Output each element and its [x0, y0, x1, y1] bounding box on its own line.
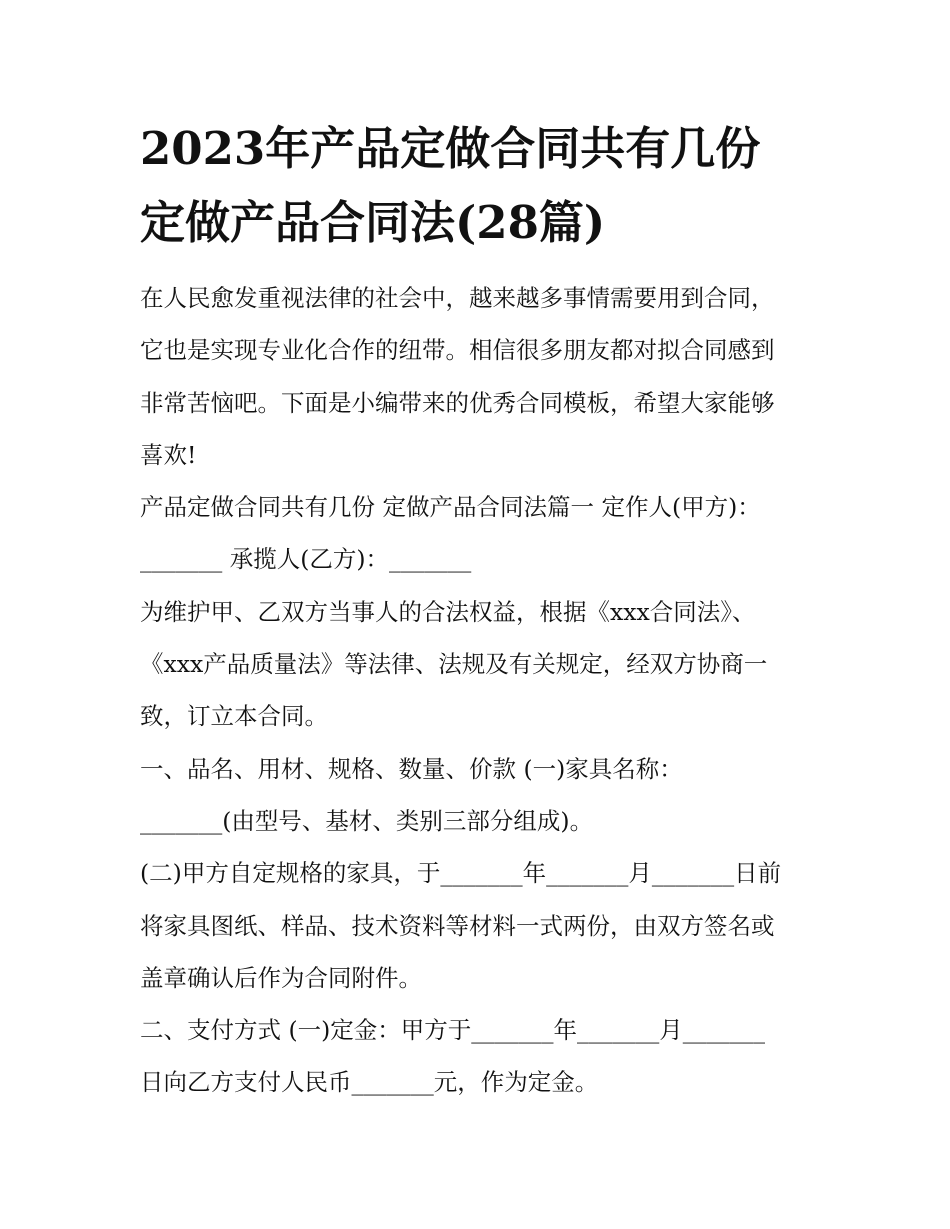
title-line-2: 定做产品合同法(28篇) [140, 196, 606, 249]
paragraph-line: 致，订立本合同。 [140, 702, 328, 731]
paragraph-line: 二、支付方式 (一)定金：甲方于_______年_______月_______ [140, 1016, 766, 1045]
paragraph-line: 喜欢! [140, 440, 197, 469]
paragraph-line: 一、品名、用材、规格、数量、价款 (一)家具名称： [140, 754, 683, 783]
document-title [140, 112, 820, 260]
paragraph-line: 盖章确认后作为合同附件。 [140, 963, 422, 992]
paragraph-line: 《xxx产品质量法》等法律、法规及有关规定，经双方协商一 [140, 650, 768, 679]
paragraph-line: 产品定做合同共有几份 定做产品合同法篇一 定作人(甲方)： [140, 493, 761, 522]
document-body [140, 272, 820, 1109]
paragraph-line: (二)甲方自定规格的家具，于_______年_______月_______日前 [140, 859, 782, 888]
paragraph-line: 将家具图纸、样品、技术资料等材料一式两份，由双方签名或 [140, 911, 775, 940]
paragraph-line: 在人民愈发重视法律的社会中，越来越多事情需要用到合同， [140, 284, 775, 312]
paragraph-line: _______(由型号、基材、类别三部分组成)。 [140, 806, 594, 835]
paragraph-line: 日向乙方支付人民币_______元，作为定金。 [140, 1068, 599, 1097]
title-line-1: 2023年产品定做合同共有几份 [140, 122, 761, 175]
paragraph-line: 非常苦恼吧。下面是小编带来的优秀合同模板，希望大家能够 [140, 388, 775, 417]
paragraph-line: 它也是实现专业化合作的纽带。相信很多朋友都对拟合同感到 [140, 336, 775, 365]
paragraph-line: _______ 承揽人(乙方)：_______ [140, 545, 472, 574]
paragraph-line: 为维护甲、乙双方当事人的合法权益，根据《xxx合同法》、 [140, 597, 756, 626]
